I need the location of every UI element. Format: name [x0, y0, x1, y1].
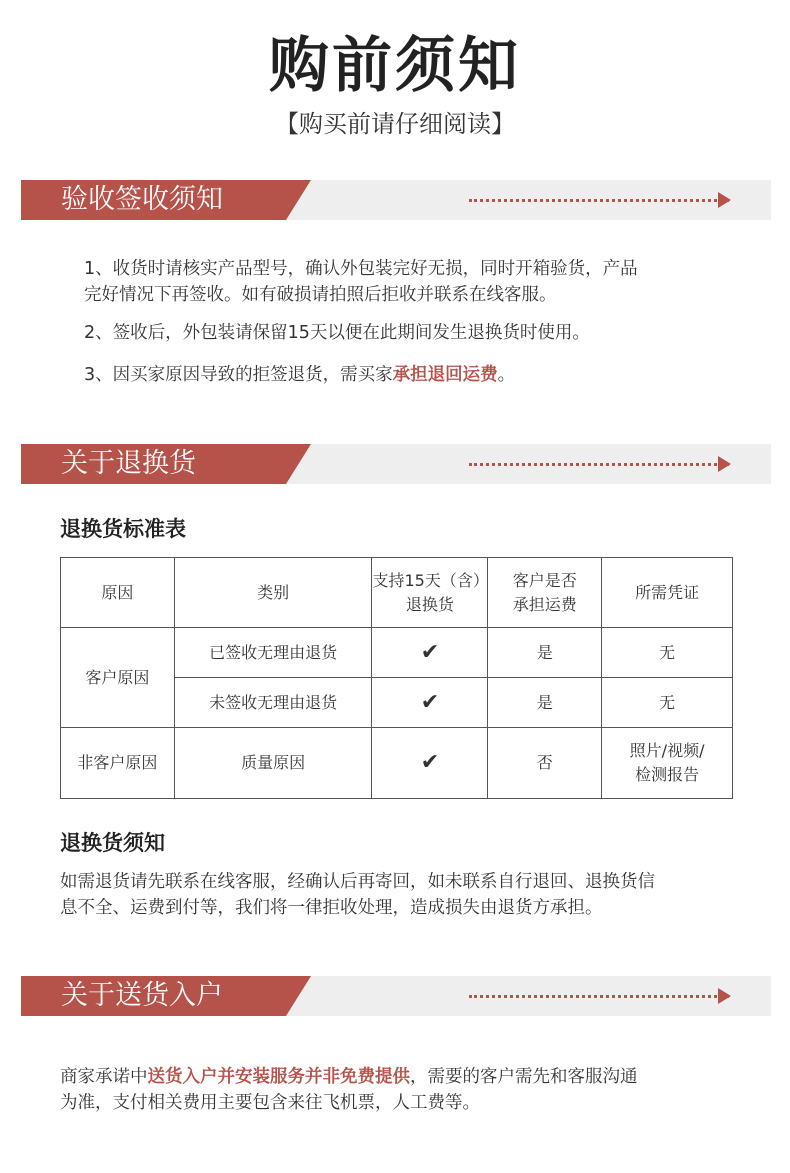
arrow-right-icon	[718, 456, 731, 472]
header-reason: 原因	[61, 558, 175, 628]
delivery-line-1-prefix: 商家承诺中	[60, 1067, 148, 1087]
cell-proof	[602, 728, 733, 799]
inspection-item-3	[84, 362, 515, 388]
arrow-right-icon	[718, 988, 731, 1004]
returns-notice-text	[60, 869, 655, 921]
table-row	[61, 628, 733, 678]
cell-category: 质量原因	[174, 728, 372, 799]
table-header-row	[61, 558, 733, 628]
header-support-line-2: 退换货	[405, 594, 454, 614]
header-support	[372, 558, 488, 628]
arrow-right-icon	[718, 192, 731, 208]
section-title-inspection: 验收签收须知	[61, 184, 223, 215]
returns-notice-title: 退换货须知	[60, 831, 165, 855]
header-support-line-1: 支持15天（含）	[372, 570, 489, 590]
inspection-item-3-prefix: 3、因买家原因导致的拒签退货，需买家	[84, 365, 393, 385]
header-proof: 所需凭证	[602, 558, 733, 628]
returns-standard-table	[60, 557, 733, 799]
inspection-item-1	[84, 256, 638, 308]
page-subtitle: 【购买前请仔细阅读】	[275, 110, 515, 138]
header-freight	[488, 558, 602, 628]
returns-notice-line-2: 息不全、运费到付等，我们将一律拒收处理，造成损失由退货方承担。	[60, 898, 603, 918]
section-bar-delivery	[21, 976, 771, 1016]
delivery-text	[60, 1064, 638, 1116]
table-row	[61, 728, 733, 799]
inspection-item-2: 2、签收后，外包装请保留15天以便在此期间发生退换货时使用。	[84, 323, 590, 343]
dotted-line-decoration	[469, 995, 729, 998]
delivery-line-1-highlight: 送货入户并安装服务并非免费提供	[147, 1067, 410, 1087]
cell-reason-customer: 客户原因	[61, 628, 175, 728]
inspection-item-1-line-2: 完好情况下再签收。如有破损请拍照后拒收并联系在线客服。	[84, 285, 557, 305]
check-icon: ✔	[372, 678, 488, 728]
cell-freight: 否	[488, 728, 602, 799]
delivery-line-2: 为准，支付相关费用主要包含来往飞机票，人工费等。	[60, 1093, 480, 1113]
delivery-line-1	[60, 1064, 638, 1090]
header-freight-line-1: 客户是否	[512, 570, 577, 590]
check-icon: ✔	[372, 728, 488, 799]
delivery-line-1-suffix: ，需要的客户需先和客服沟通	[410, 1067, 638, 1087]
page-title: 购前须知	[269, 31, 521, 101]
cell-freight: 是	[488, 678, 602, 728]
cell-proof: 无	[602, 628, 733, 678]
cell-proof: 无	[602, 678, 733, 728]
cell-reason-non-customer: 非客户原因	[61, 728, 175, 799]
inspection-item-3-highlight: 承担退回运费	[392, 365, 498, 385]
cell-proof-line-1: 照片/视频/	[629, 741, 705, 760]
dotted-line-decoration	[469, 199, 729, 202]
cell-category: 未签收无理由退货	[174, 678, 372, 728]
section-bar-inspection	[21, 180, 771, 220]
section-bar-returns	[21, 444, 771, 484]
section-title-returns: 关于退换货	[61, 448, 196, 479]
cell-category: 已签收无理由退货	[174, 628, 372, 678]
cell-proof-line-2: 检测报告	[635, 765, 700, 784]
section-title-delivery: 关于送货入户	[61, 980, 223, 1011]
header-freight-line-2: 承担运费	[512, 594, 577, 614]
returns-notice-line-1: 如需退货请先联系在线客服，经确认后再寄回，如未联系自行退回、退换货信	[60, 872, 655, 892]
inspection-item-3-suffix: 。	[497, 365, 516, 385]
returns-table-title: 退换货标准表	[60, 517, 186, 541]
cell-freight: 是	[488, 628, 602, 678]
header-category: 类别	[174, 558, 372, 628]
inspection-item-1-line-1: 1、收货时请核实产品型号，确认外包装完好无损，同时开箱验货，产品	[84, 259, 638, 279]
check-icon: ✔	[372, 628, 488, 678]
dotted-line-decoration	[469, 463, 729, 466]
